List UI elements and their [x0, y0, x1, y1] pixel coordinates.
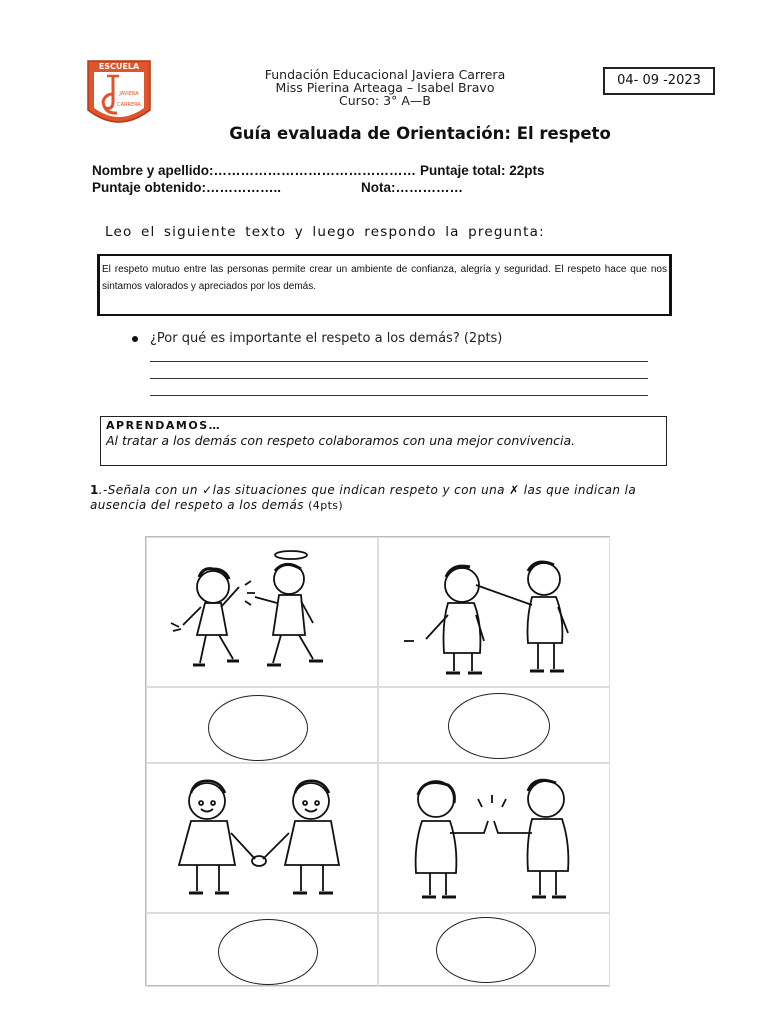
logo-text-bot: CARRERA	[117, 102, 141, 108]
answer-line-2[interactable]	[150, 378, 648, 379]
exercise-points: (4pts)	[308, 499, 344, 512]
answer-line-3[interactable]	[150, 395, 648, 396]
aprendamos-body: Al tratar a los demás con respeto colaboramos con una mejor convivencia.	[106, 433, 576, 448]
exercise-1-instruction	[90, 483, 650, 513]
total-score: Puntaje total: 22pts	[420, 163, 545, 178]
exercise-text: .-Señala con un ✓las situaciones que indican respeto y con una ✗ las que indican la ausencia del respeto a los demás	[90, 483, 637, 512]
children-fighting-illustration	[161, 545, 361, 685]
logo-text-top: ESCUELA	[98, 62, 140, 71]
aprendamos-box	[100, 416, 667, 466]
logo-text-mid: JAVIERA	[119, 91, 139, 97]
answer-circle-3[interactable]	[218, 919, 318, 985]
aprendamos-title: APRENDAMOS…	[106, 419, 222, 432]
situations-grid	[145, 536, 610, 986]
reading-text: El respeto mutuo entre las personas permite crear un ambiente de confianza, alegría y seguridad. El respeto hace que nos sintamos valorados y apreciados por los demás.	[102, 264, 667, 292]
children-high-five-illustration	[396, 771, 596, 911]
answer-circle-2[interactable]	[448, 693, 550, 759]
answer-circle-1[interactable]	[208, 695, 308, 761]
header-line-1: Fundación Educacional Javiera Carrera	[264, 67, 506, 82]
exercise-number: 1	[90, 483, 99, 497]
school-logo	[85, 58, 153, 130]
page-title: Guía evaluada de Orientación: El respeto	[229, 124, 611, 143]
hair-pulling-illustration	[396, 545, 596, 685]
answer-circle-4[interactable]	[436, 917, 536, 983]
obtained-score-field[interactable]: Puntaje obtenido:……………..	[92, 180, 281, 195]
header-line-3: Curso: 3° A—B	[339, 93, 431, 108]
question-text: ¿Por qué es importante el respeto a los demás? (2pts)	[150, 331, 503, 346]
grade-field[interactable]: Nota:……………	[361, 180, 463, 195]
header-line-2: Miss Pierina Arteaga – Isabel Bravo	[275, 80, 495, 95]
date-box: 04- 09 -2023	[603, 67, 715, 95]
bullet-icon	[132, 336, 138, 342]
instruction-text: Leo el siguiente texto y luego respondo la pregunta:	[105, 224, 545, 240]
name-field[interactable]: Nombre y apellido:………………………………………	[92, 163, 417, 178]
reading-text-box	[97, 254, 672, 316]
answer-line-1[interactable]	[150, 361, 648, 362]
children-holding-hands-illustration	[161, 771, 361, 911]
